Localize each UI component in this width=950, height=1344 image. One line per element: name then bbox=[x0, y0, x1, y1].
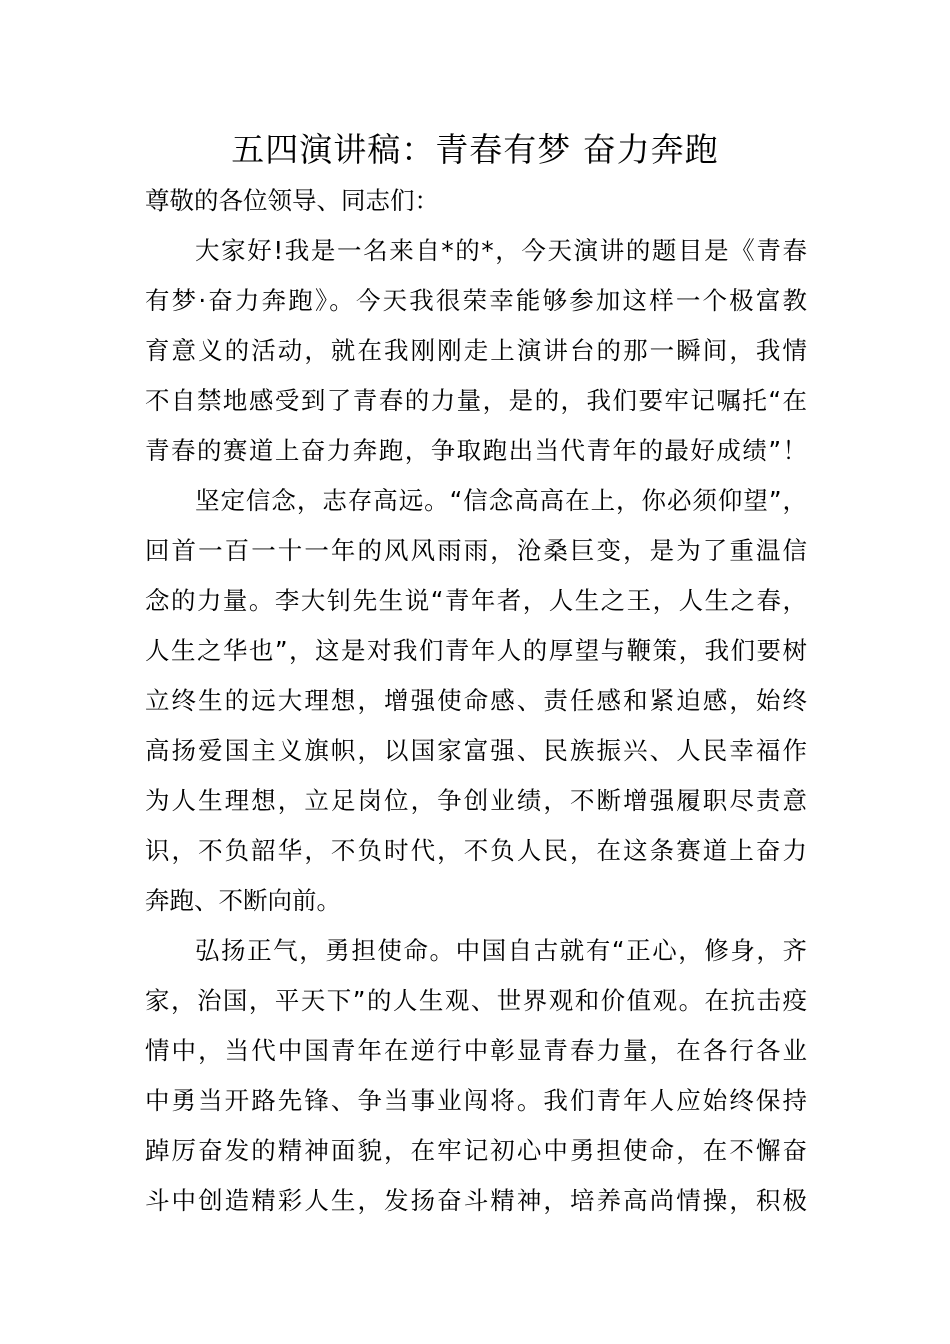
paragraph-line: 大家好!我是一名来自*的*，今天演讲的题目是《青春 bbox=[195, 236, 807, 265]
paragraph-line: 情中，当代中国青年在逆行中彰显青春力量，在各行各业 bbox=[145, 1036, 807, 1065]
paragraph-line: 不自禁地感受到了青春的力量，是的，我们要牢记嘱托“在 bbox=[145, 386, 807, 415]
paragraph-line: 踔厉奋发的精神面貌，在牢记初心中勇担使命，在不懈奋 bbox=[145, 1136, 807, 1165]
paragraph-line: 人生之华也”，这是对我们青年人的厚望与鞭策，我们要树 bbox=[145, 636, 807, 665]
paragraph-line: 为人生理想，立足岗位，争创业绩，不断增强履职尽责意 bbox=[145, 786, 807, 815]
paragraph-line: 高扬爱国主义旗帜，以国家富强、民族振兴、人民幸福作 bbox=[145, 736, 807, 765]
paragraph-line: 立终生的远大理想，增强使命感、责任感和紧迫感，始终 bbox=[145, 686, 807, 715]
paragraph-line: 回首一百一十一年的风风雨雨，沧桑巨变，是为了重温信 bbox=[145, 536, 807, 565]
paragraph-line: 斗中创造精彩人生，发扬奋斗精神，培养高尚情操，积极 bbox=[145, 1186, 807, 1215]
paragraph-line: 奔跑、不断向前。 bbox=[145, 886, 341, 915]
paragraph-line: 弘扬正气，勇担使命。中国自古就有“正心，修身，齐 bbox=[195, 936, 807, 965]
paragraph-line: 有梦·奋力奔跑》。今天我很荣幸能够参加这样一个极富教 bbox=[145, 286, 807, 315]
document-title: 五四演讲稿：青春有梦 奋力奔跑 bbox=[231, 130, 719, 169]
paragraph-line: 识，不负韶华，不负时代，不负人民，在这条赛道上奋力 bbox=[145, 836, 807, 865]
paragraph-line: 念的力量。李大钊先生说“青年者，人生之王，人生之春， bbox=[145, 586, 807, 615]
paragraph-line: 坚定信念，志存高远。“信念高高在上，你必须仰望”， bbox=[195, 486, 807, 515]
paragraph-line: 家，治国，平天下”的人生观、世界观和价值观。在抗击疫 bbox=[145, 986, 807, 1015]
paragraph-line: 育意义的活动，就在我刚刚走上演讲台的那一瞬间，我情 bbox=[145, 336, 807, 365]
paragraph-line: 中勇当开路先锋、争当事业闯将。我们青年人应始终保持 bbox=[145, 1086, 807, 1115]
paragraph-line: 青春的赛道上奋力奔跑，争取跑出当代青年的最好成绩”！ bbox=[145, 436, 807, 465]
salutation: 尊敬的各位领导、同志们： bbox=[145, 186, 439, 215]
